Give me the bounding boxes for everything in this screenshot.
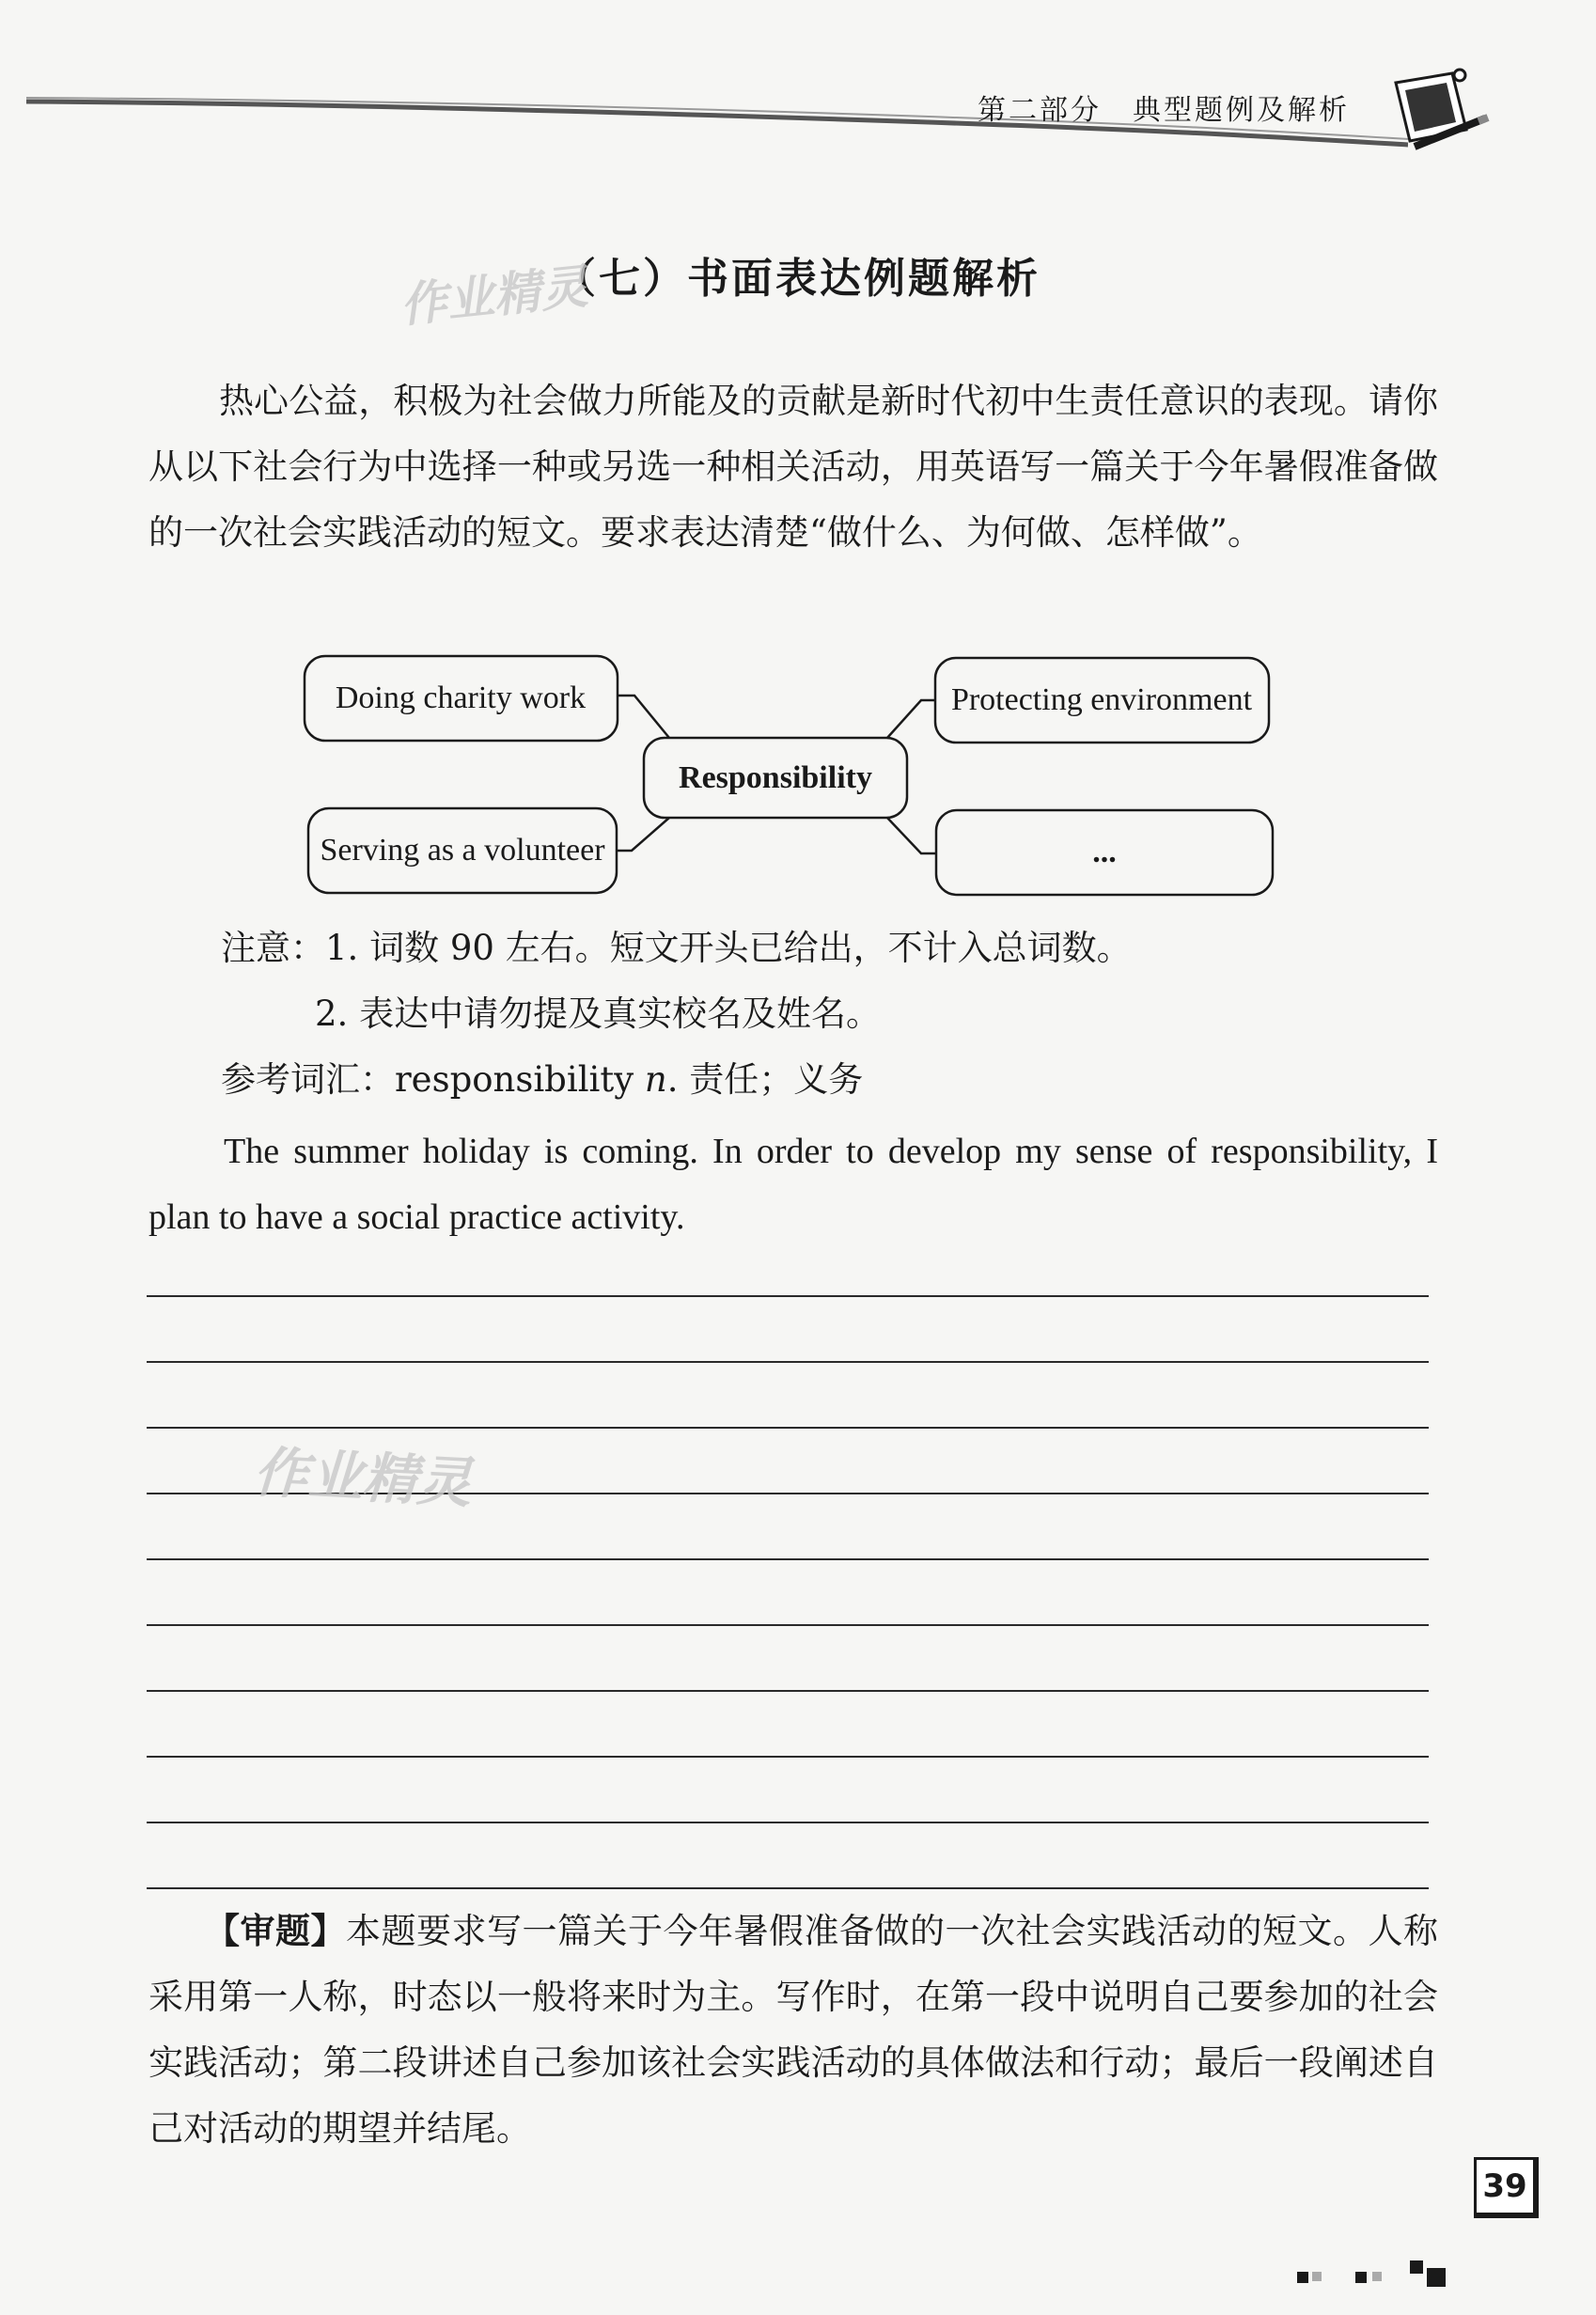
writing-line[interactable] [147, 1690, 1429, 1692]
connector-top-right [887, 700, 935, 738]
connector-bottom-right [887, 818, 936, 853]
vocab-part-of-speech: n [644, 1059, 667, 1100]
writing-line[interactable] [147, 1295, 1429, 1297]
vocab-prefix: 参考词汇：responsibility [221, 1059, 645, 1100]
writing-line[interactable] [147, 1427, 1429, 1429]
mind-map-bottom-left: Serving as a volunteer [320, 833, 605, 868]
page-number: 39 [1474, 2157, 1539, 2218]
watermark: 作业精灵 [252, 1439, 474, 1516]
writing-line[interactable] [147, 1624, 1429, 1626]
connector-top-left [618, 696, 669, 738]
mind-map [301, 649, 1278, 902]
mind-map-top-left: Doing charity work [335, 680, 587, 715]
writing-line[interactable] [147, 1756, 1429, 1758]
analysis-paragraph [149, 1899, 1438, 2162]
note-word-count: 注意：1. 词数 90 左右。短文开头已给出，不计入总词数。 [221, 928, 1132, 968]
notepad-pencil-icon [1386, 64, 1490, 158]
analysis-text: 本题要求写一篇关于今年暑假准备做的一次社会实践活动的短文。人称采用第一人称，时态以一般将来时为主。写作时，在第一段中说明自己要参加的社会实践活动；第二段讲述自己参加该社会实践活动的具体做法和行动；最后一段阐述自己对活动的期望并结尾。 [149, 1911, 1438, 2149]
writing-line[interactable] [147, 1887, 1429, 1889]
mind-map-top-right: Protecting environment [950, 682, 1253, 717]
writing-line[interactable] [147, 1558, 1429, 1560]
note-no-real-names: 2. 表达中请勿提及真实校名及姓名。 [315, 993, 882, 1034]
watermark: 作业精灵 [397, 258, 590, 334]
mind-map-bottom-right: ... [1092, 835, 1117, 869]
vocab-meaning: . 责任；义务 [666, 1059, 864, 1100]
decorative-squares [1297, 2251, 1466, 2289]
writing-line[interactable] [147, 1822, 1429, 1823]
section-title: （七）书面表达例题解析 [555, 255, 1041, 303]
reference-vocabulary [221, 1051, 863, 1102]
prompt-intro: 热心公益，积极为社会做力所能及的贡献是新时代初中生责任意识的表现。请你从以下社会行为中选择一种或另选一种相关活动，用英语写一篇关于今年暑假准备做的一次社会实践活动的短文。要求表达清楚“做什么、为何做、怎样做”。 [149, 381, 1438, 553]
mind-map-center: Responsibility [679, 760, 872, 795]
header-section-label: 第二部分 典型题例及解析 [978, 94, 1350, 127]
analysis-label: 【审题】 [205, 1911, 346, 1951]
connector-bottom-left [617, 818, 669, 851]
writing-line[interactable] [147, 1361, 1429, 1363]
essay-opening: The summer holiday is coming. In order to develop my sense of responsibility, I plan to have a social practice activity. [149, 1132, 1438, 1237]
